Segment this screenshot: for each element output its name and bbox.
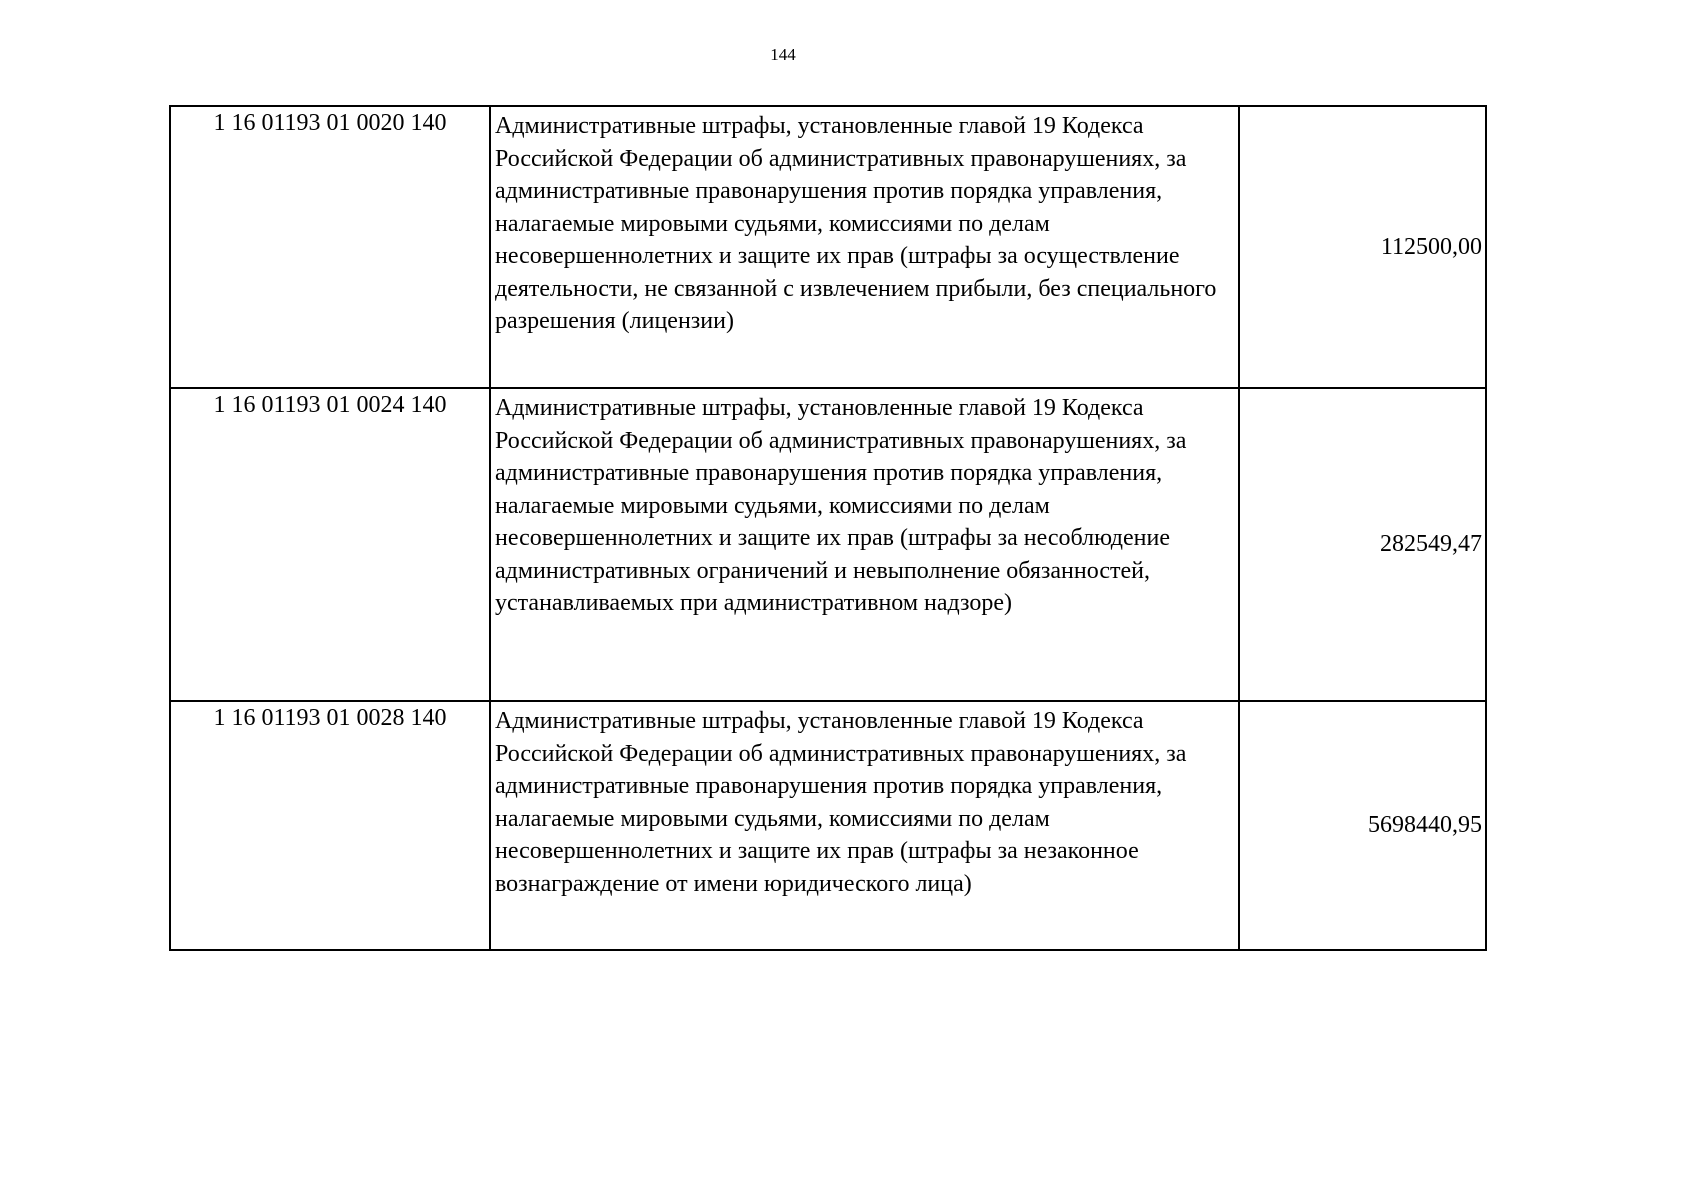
- page-number: 144: [770, 45, 796, 64]
- amount-cell: [1239, 388, 1486, 701]
- description-text: Административные штрафы, установленные главой 19 Кодекса Российской Федерации об административных правонарушениях, за административные правонарушения против порядка управления, налагаемые мировыми судьями, комиссиями по делам несовершеннолетних и защите их прав (штрафы за осуществление деятельности, не связанной с извлечением прибыли, без специального разрешения (лицензии): [495, 113, 1217, 334]
- description-cell: [490, 106, 1239, 388]
- amount-cell: [1239, 106, 1486, 388]
- table-row: [170, 106, 1486, 388]
- table-row: [170, 701, 1486, 950]
- amount-value: 112500,00: [1380, 233, 1482, 260]
- table-row: [170, 388, 1486, 701]
- budget-revenue-table: [169, 105, 1487, 951]
- budget-code-cell: 1 16 01193 01 0020 140: [170, 106, 490, 388]
- amount-cell: [1239, 701, 1486, 950]
- amount-value: 282549,47: [1380, 531, 1482, 558]
- description-cell: [490, 701, 1239, 950]
- amount-value: 5698440,95: [1368, 812, 1482, 839]
- description-text: Административные штрафы, установленные главой 19 Кодекса Российской Федерации об административных правонарушениях, за административные правонарушения против порядка управления, налагаемые мировыми судьями, комиссиями по делам несовершеннолетних и защите их прав (штрафы за несоблюдение административных ограничений и невыполнение обязанностей, устанавливаемых при административном надзоре): [495, 395, 1187, 616]
- description-text: Административные штрафы, установленные главой 19 Кодекса Российской Федерации об административных правонарушениях, за административные правонарушения против порядка управления, налагаемые мировыми судьями, комиссиями по делам несовершеннолетних и защите их прав (штрафы за незаконное вознаграждение от имени юридического лица): [495, 708, 1187, 897]
- budget-code-cell: 1 16 01193 01 0028 140: [170, 701, 490, 950]
- description-cell: [490, 388, 1239, 701]
- budget-code-cell: 1 16 01193 01 0024 140: [170, 388, 490, 701]
